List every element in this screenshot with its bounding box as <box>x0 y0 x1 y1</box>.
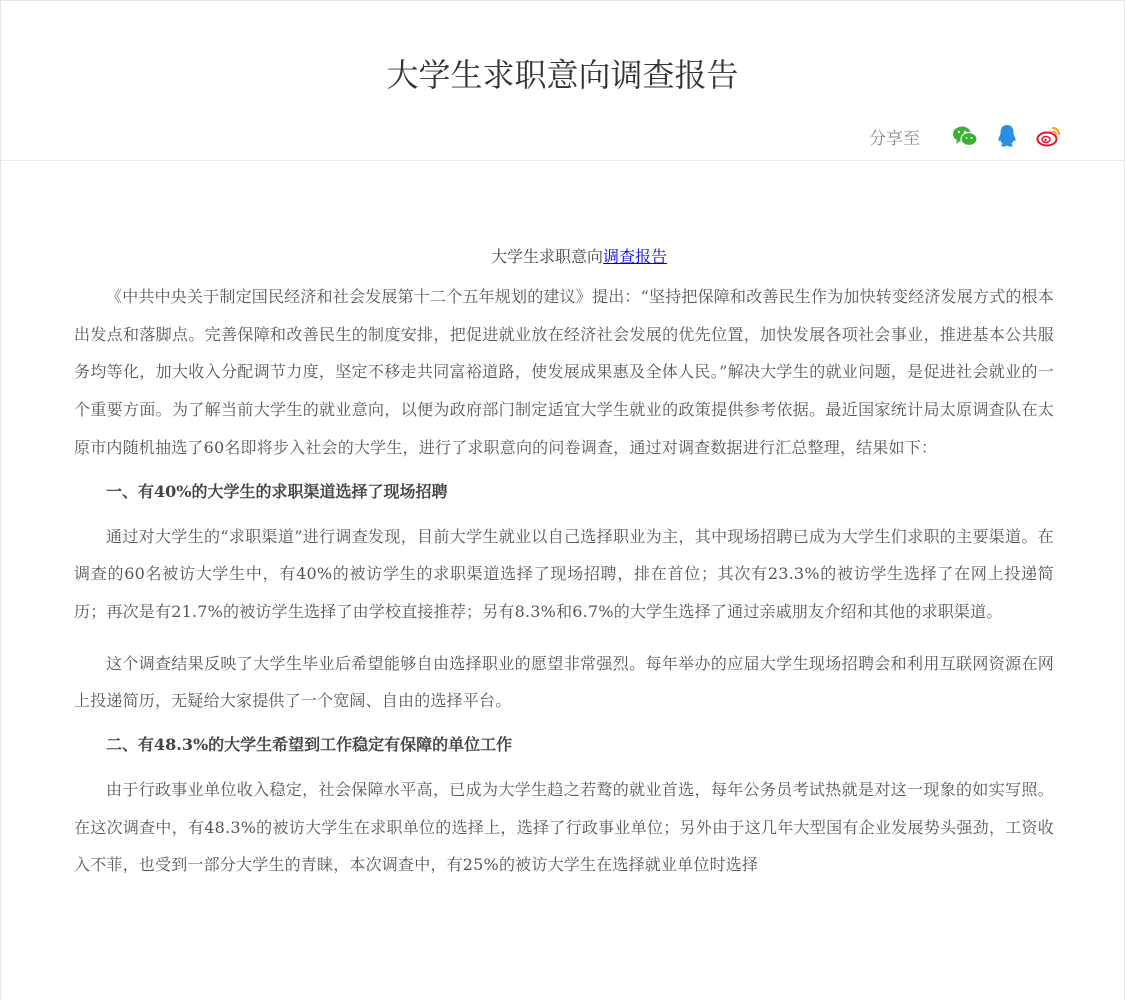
document-title <box>74 243 1054 271</box>
paragraph-intro: 《中共中央关于制定国民经济和社会发展第十二个五年规划的建议》提出：“坚持把保障和改善民生作为加快转变经济发展方式的根本出发点和落脚点。完善保障和改善民生的制度安排，把促进就业放在经济社会发展的优先位置，加快发展各项社会事业，推进基本公共服务均等化，加大收入分配调节力度，坚定不移走共同富裕道路，使发展成果惠及全体人民。”解决大学生的就业问题，是促进社会就业的一个重要方面。为了解当前大学生的就业意向，以便为政府部门制定适宜大学生就业的政策提供参考依据。最近国家统计局太原调查队在太原市内随机抽选了60名即将步入社会的大学生，进行了求职意向的问卷调查，通过对调查数据进行汇总整理，结果如下： <box>74 287 1054 457</box>
wechat-icon[interactable] <box>952 123 978 149</box>
share-label: 分享至 <box>869 128 920 149</box>
document-title-text: 大学生求职意向 <box>490 247 603 266</box>
document-title-link[interactable]: 调查报告 <box>603 247 668 266</box>
paragraph-channels-analysis: 这个调查结果反映了大学生毕业后希望能够自由选择职业的愿望非常强烈。每年举办的应届大学生现场招聘会和利用互联网资源在网上投递简历，无疑给大家提供了一个宽阔、自由的选择平台。 <box>74 653 1054 711</box>
weibo-icon[interactable] <box>1036 123 1062 149</box>
section-heading-1: 一、有40%的大学生的求职渠道选择了现场招聘 <box>106 481 448 501</box>
qq-icon[interactable] <box>994 123 1020 149</box>
page-title: 大学生求职意向调查报告 <box>386 56 739 94</box>
page-header <box>1 1 1124 161</box>
share-bar <box>869 121 1062 151</box>
paragraph-channels: 通过对大学生的“求职渠道”进行调查发现，目前大学生就业以自己选择职业为主，其中现场招聘已成为大学生们求职的主要渠道。在调查的60名被访大学生中，有40%的被访学生的求职渠道选择了现场招聘，排在首位；其次有23.3%的被访学生选择了在网上投递简历；再次是有21.7%的被访学生选择了由学校直接推荐；另有8.3%和6.7%的大学生选择了通过亲戚朋友介绍和其他的求职渠道。 <box>74 526 1054 621</box>
section-heading-2: 二、有48.3%的大学生希望到工作稳定有保障的单位工作 <box>106 735 513 755</box>
paragraph-employer: 由于行政事业单位收入稳定，社会保障水平高，已成为大学生趋之若鹜的就业首选，每年公务员考试热就是对这一现象的如实写照。在这次调查中，有48.3%的被访大学生在求职单位的选择上，选择了行政事业单位；另外由于这几年大型国有企业发展势头强劲，工资收入不菲，也受到一部分大学生的青睐，本次调查中，有25%的被访大学生在选择就业单位时选择 <box>74 780 1054 875</box>
article-body <box>74 161 1054 884</box>
